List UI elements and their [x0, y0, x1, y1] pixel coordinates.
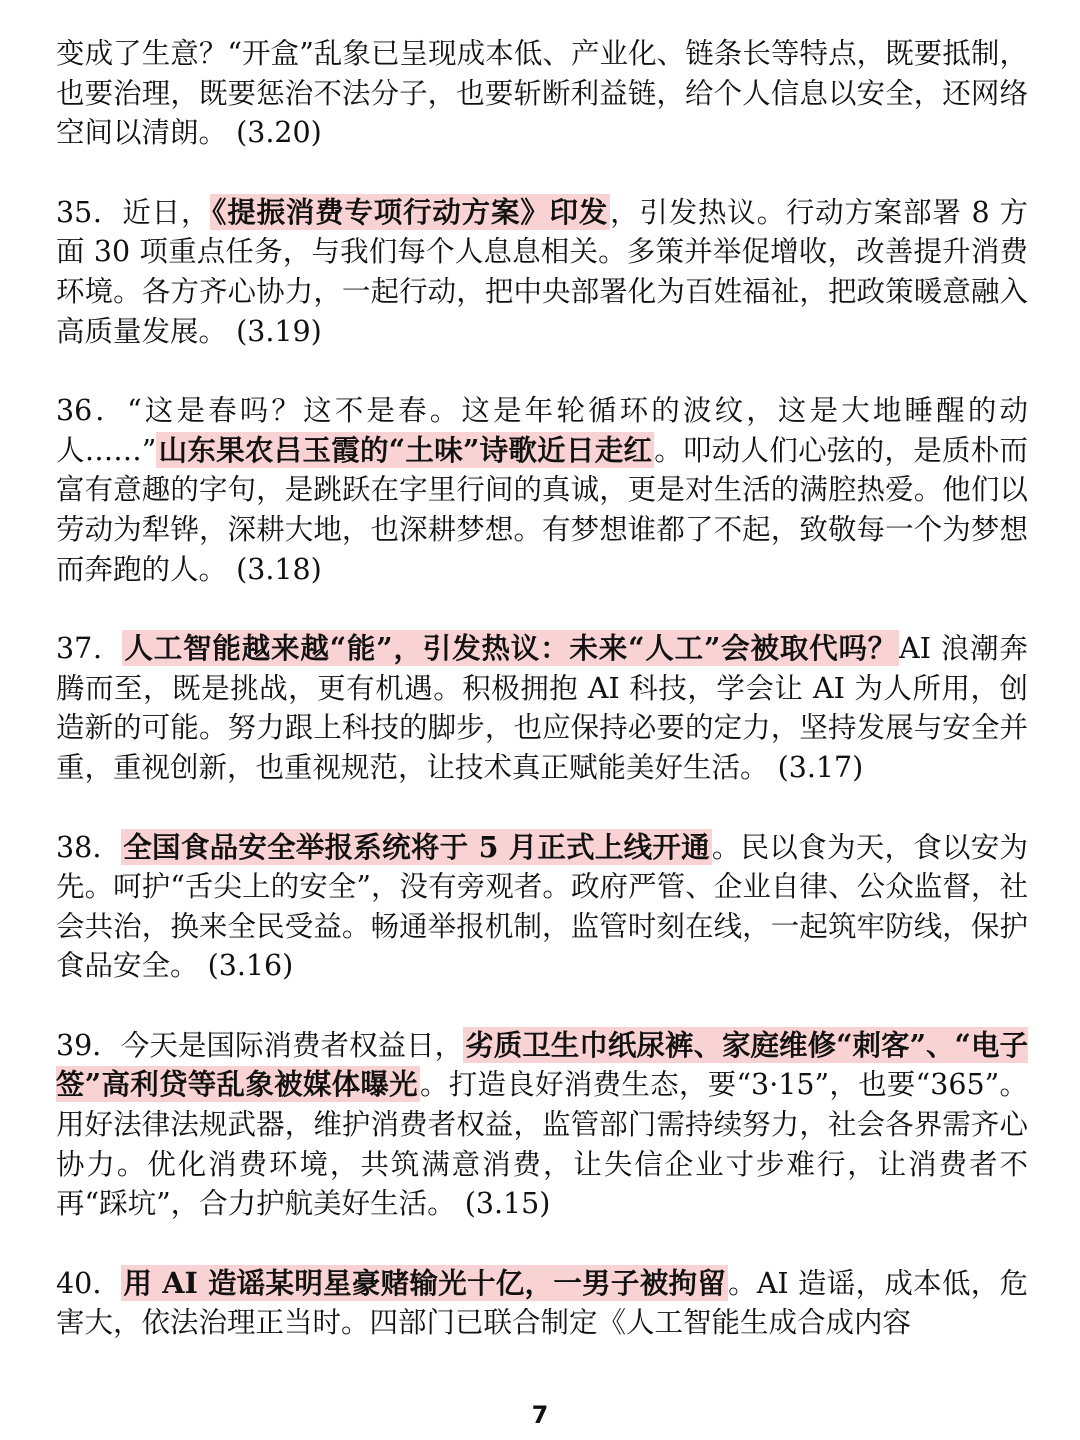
document-page	[56, 34, 1028, 1383]
paragraph-date: (3.15)	[464, 1187, 551, 1221]
paragraph-lead: 36．“这是春吗？这不是春。这是年轮循环的波纹，这是大地睡醒的动人……”	[56, 394, 1028, 467]
paragraph-text: 变成了生意？“开盒”乱象已呈现成本低、产业化、链条长等特点，既要抵制，也要治理，既要惩治不法分子，也要斩断利益链，给个人信息以安全，还网络空间以清朗。	[56, 37, 1028, 150]
paragraph-date: (3.18)	[236, 552, 322, 586]
paragraph-36	[56, 391, 1028, 589]
paragraph-date: (3.16)	[207, 949, 294, 983]
highlighted-headline: 人工智能越来越“能”，引发热议：未来“人工”会被取代吗？	[124, 631, 898, 666]
paragraph-body: 。民以食为天，食以安为先。呵护“舌尖上的安全”，没有旁观者。政府严管、企业自律、公众监督，社会共治，换来全民受益。畅通举报机制，监管时刻在线，一起筑牢防线，保护食品安全。	[56, 830, 1028, 983]
paragraph-body: 。打造良好消费生态，要“3·15”，也要“365”。用好法律法规武器，维护消费者权益，监管部门需持续努力，社会各界需齐心协力。优化消费环境，共筑满意消费，让失信企业寸步难行，让消费者不再“踩坑”，合力护航美好生活。	[56, 1068, 1028, 1221]
highlighted-headline: 山东果农吕玉霞的“土味”诗歌近日走红	[158, 432, 653, 467]
highlighted-headline: 劣质卫生巾纸尿裤、家庭维修“刺客”、“电子签”高利贷等乱象被媒体曝光	[56, 1027, 1028, 1102]
paragraph-date: (3.20)	[236, 116, 322, 150]
paragraph-lead: 37．	[56, 632, 123, 666]
paragraph-39	[56, 1026, 1028, 1224]
highlighted-headline: 全国食品安全举报系统将于 5 月正式上线开通	[123, 829, 710, 864]
paragraph-37	[56, 629, 1028, 787]
paragraph-lead: 39．今天是国际消费者权益日，	[56, 1028, 464, 1062]
highlighted-headline: 《提振消费专项行动方案》印发	[212, 194, 609, 229]
paragraph-body: ，引发热议。行动方案部署 8 方面 30 项重点任务，与我们每个人息息相关。多策并举促增收，改善提升消费环境。各方齐心协力，一起行动，把中央部署化为百姓福祉，把政策暖意融入高质量发展。	[56, 195, 1028, 348]
paragraph-date: (3.17)	[777, 750, 864, 784]
paragraph-34-continued	[56, 34, 1028, 153]
page-number: 7	[531, 1401, 549, 1429]
paragraph-40	[56, 1264, 1028, 1343]
paragraph-body: 。AI 造谣，成本低，危害大，依法治理正当时。四部门已联合制定《人工智能生成合成内容	[56, 1266, 1029, 1340]
paragraph-lead: 40．	[56, 1266, 122, 1300]
paragraph-lead: 38．	[56, 830, 122, 864]
paragraph-body: 。叩动人们心弦的，是质朴而富有意趣的字句，是跳跃在字里行间的真诚，更是对生活的满腔热爱。他们以劳动为犁铧，深耕大地，也深耕梦想。有梦想谁都了不起，致敬每一个为梦想而奔跑的人。	[56, 433, 1028, 586]
highlighted-headline: 用 AI 造谣某明星豪赌输光十亿，一男子被拘留	[123, 1265, 727, 1300]
paragraph-38	[56, 828, 1028, 986]
paragraph-date: (3.19)	[236, 314, 322, 348]
paragraph-body: AI 浪潮奔腾而至，既是挑战，更有机遇。积极拥抱 AI 科技，学会让 AI 为人所用，创造新的可能。努力跟上科技的脚步，也应保持必要的定力，坚持发展与安全并重，重视创新，也重视规范，让技术真正赋能美好生活。	[56, 632, 1029, 784]
paragraph-35	[56, 193, 1028, 351]
paragraph-lead: 35．近日，	[56, 195, 211, 229]
